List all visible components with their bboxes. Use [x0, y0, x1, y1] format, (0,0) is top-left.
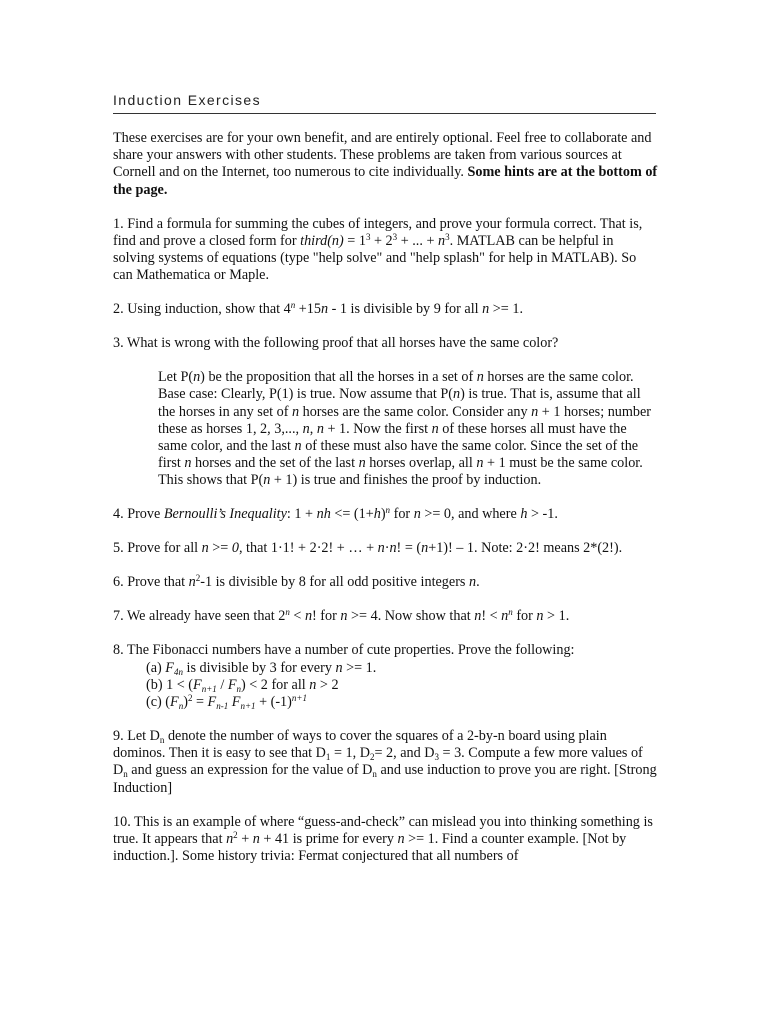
- exercise-3: 3. What is wrong with the following proof that all horses have the same color?: [113, 335, 559, 352]
- title-rule: [113, 113, 656, 114]
- horses-proof: Let P(n) be the proposition that all the horses in a set of n horses are the same color. Base case: Clearly, P(1) is true. Now assume that P(n) is true. That is, assume that all the horses in any set of n horses are the same color. Consider any n + 1 horses; number these as horses 1, 2, 3,..., n, n + 1. Now the first n of these horses all must have the same color, and the last n of these must also have the same color. Since the set of the first n horses and the set of the last n horses overlap, all n + 1 must be the same color. This shows that P(n + 1) is true and finishes the proof by induction.: [158, 369, 652, 489]
- exercise-4: 4. Prove Bernoulli’s Inequality: 1 + nh <= $(1+h)^n$ for n >= 0, and where h > -1.: [113, 505, 558, 523]
- exercise-1: 1. Find a formula for summing the cubes of integers, and prove your formula correct. That is, find and prove a closed form for third(n) = $1^3 + 2^3$ + ... + $n^3$. MATLAB can be helpful in solving systems of equations (type "help solve" and "help splash" for help in MATLAB). So can Mathematica or Maple.: [113, 215, 643, 284]
- fib-item-c: (c) $(F_n)^2 = F_{n-1}$ $F_{n+1} + (-1)^{n+1}$: [146, 693, 307, 712]
- fib-item-b: (b) $1 < (F_{n+1} / F_n) < 2$ for all n > 2: [146, 676, 339, 694]
- exercise-5: 5. Prove for all n >= 0, that 1·1! + 2·2! + … + n·n! = (n+1)! – 1. Note: 2·2! means 2*(2!).: [113, 540, 623, 557]
- page-title: Induction Exercises: [113, 92, 261, 108]
- intro-paragraph: These exercises are for your own benefit, and are entirely optional. Feel free to collaborate and share your answers with other students. These problems are taken from various sources at Cornell and on the Internet, too numerous to cite individually. Some hints are at the bottom of the page.: [113, 130, 658, 198]
- fib-item-a: (a) $F_{4n}$ is divisible by 3 for every n >= 1.: [146, 659, 377, 677]
- exercise-10: 10. This is an example of where “guess-and-check” can mislead you into thinking something is true. It appears that $n^2 + n + 41$ is prime for every n >= 1. Find a counter example. [Not by induction.]. Some history trivia: Fermat conjectured that all numbers of: [113, 813, 653, 865]
- document-body: [113, 130, 658, 882]
- exercise-2: 2. Using induction, show that $4^n +15n - 1$ is divisible by 9 for all n >= 1.: [113, 300, 523, 318]
- exercise-6: 6. Prove that $n^2-1$ is divisible by 8 for all odd positive integers n.: [113, 573, 480, 591]
- exercise-7: 7. We already have seen that $2^n < n$! for n >= 4. Now show that n! < $n^n$ for n > 1.: [113, 607, 570, 625]
- exercise-9: 9. Let $D_n$ denote the number of ways to cover the squares of a 2-by-n board using plain dominos. Then it is easy to see that $D_1 = 1$, $D_2= 2$, and $D_3 = 3$. Compute a few more values of $D_n$ and guess an expression for the value of $D_n$ and use induction to prove you are right. [Strong Induction]: [113, 728, 657, 796]
- exercise-8: 8. The Fibonacci numbers have a number of cute properties. Prove the following: (a) $F_{4n}$ is divisible by 3 for every n >= 1. (b) $1 < (F_{n+1} / F_n) < 2$ for all n > 2 (c) $(F_n)^2 = F_{n-1}$ $F_{n+1} + (-1)^{n+1}$: [113, 642, 575, 712]
